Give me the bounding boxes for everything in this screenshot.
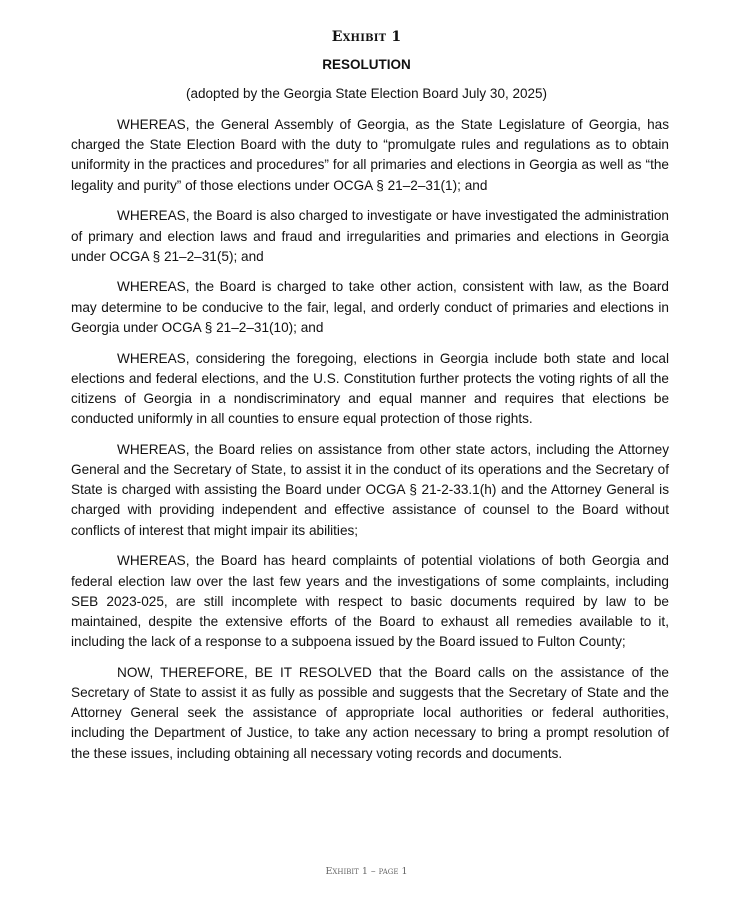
whereas-paragraph-1: WHEREAS, the General Assembly of Georgia, as the State Legislature of Georgia, has charged the State Election Board with the duty to “promulgate rules and regulations as to obtain uniformity in the practices and procedures” for all primaries and elections in Georgia as well as “the legality and purity” of those elections under OCGA § 21–2–31(1); and (71, 117, 669, 193)
resolved-paragraph: NOW, THEREFORE, BE IT RESOLVED that the Board calls on the assistance of the Secretary of State to assist it as fully as possible and suggests that the Secretary of State and the Attorney General seek the assistance of appropriate local authorities or federal authorities, including the Department of Justice, to take any action necessary to bring a prompt resolution of the these issues, including obtaining all necessary voting records and documents. (71, 664, 669, 761)
whereas-paragraph-4: WHEREAS, considering the foregoing, elections in Georgia include both state and local elections and federal elections, and the U.S. Constitution further protects the voting rights of all the citizens of Georgia in a nondiscriminatory and equal manner and requires that elections be conducted uniformly in all counties to ensure equal protection of those rights. (71, 350, 669, 427)
whereas-paragraph-2: WHEREAS, the Board is also charged to investigate or have investigated the administration of primary and election laws and fraud and irregularities and primaries and elections in Georgia under OCGA § 21–2–31(5); and (71, 208, 669, 264)
whereas-paragraph-6: WHEREAS, the Board has heard complaints of potential violations of both Georgia and federal election law over the last few years and the investigations of some complaints, including SEB 2023-025, are still incomplete with respect to basic documents required by law to be maintained, despite the extensive efforts of the Board to exhaust all remedies available to it, including the lack of a response to a subpoena issued by the Board issued to Fulton County; (71, 553, 669, 650)
resolution-body (71, 115, 669, 774)
page-footer: Exhibit 1 – page 1 (325, 866, 408, 877)
whereas-paragraph-5: WHEREAS, the Board relies on assistance from other state actors, including the Attorney General and the Secretary of State, to assist it in the conduct of its operations and the Secretary of State is charged with assisting the Board under OCGA § 21-2-33.1(h) and the Attorney General is charged with providing independent and effective assistance of counsel to the Board without conflicts of interest that might impair its abilities; (71, 441, 669, 538)
exhibit-title: Exhibit 1 (331, 29, 402, 45)
adopted-date-line: (adopted by the Georgia State Election Board July 30, 2025) (186, 86, 547, 101)
whereas-paragraph-3: WHEREAS, the Board is charged to take other action, consistent with law, as the Board may determine to be conducive to the fair, legal, and orderly conduct of primaries and elections in Georgia under OCGA § 21–2–31(10); and (71, 279, 669, 335)
resolution-heading: RESOLUTION (322, 57, 411, 72)
